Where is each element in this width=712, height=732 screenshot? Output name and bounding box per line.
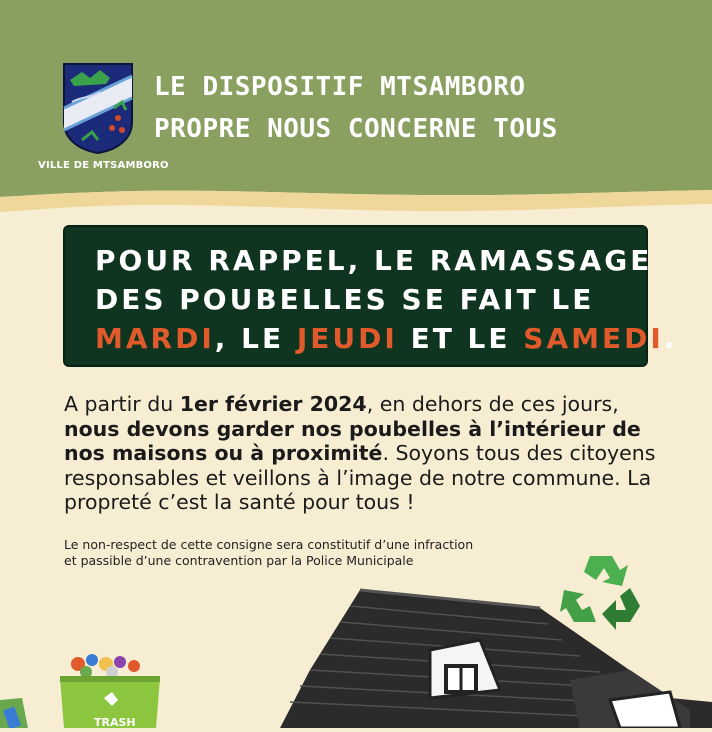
- paragraph-text-2: , en dehors de ces jours,: [366, 392, 619, 416]
- title-line-1: LE DISPOSITIF MTSAMBORO: [154, 72, 526, 102]
- legal-notice: [64, 537, 584, 569]
- collection-days-banner: [63, 225, 678, 367]
- day-tuesday: MARDI: [95, 322, 215, 355]
- day-saturday: SAMEDI: [523, 322, 664, 355]
- banner-text: [95, 241, 677, 358]
- banner-separator-1: , LE: [214, 322, 297, 355]
- day-thursday: JEUDI: [296, 322, 398, 355]
- notice-line-1: Le non-respect de cette consigne sera constitutif d’une infraction: [64, 537, 474, 552]
- paragraph-bold-instruction: nous devons garder nos poubelles à l’intérieur de nos maisons ou à proximité: [64, 416, 641, 465]
- header-band: [0, 0, 712, 215]
- crest-icon: [62, 62, 134, 154]
- banner-line-2: DES POUBELLES SE FAIT LE: [95, 283, 595, 316]
- city-label: VILLE DE MTSAMBORO: [38, 160, 169, 171]
- notice-line-2: et passible d’une contravention par la Police Municipale: [64, 553, 414, 568]
- main-paragraph: [64, 392, 664, 515]
- bin-label: TRASH: [94, 716, 136, 729]
- house-icon: [250, 580, 712, 728]
- paragraph-date: 1er février 2024: [179, 392, 367, 416]
- paragraph-intro: A partir du: [64, 392, 180, 416]
- trash-bin-icon: [0, 650, 170, 728]
- title-line-2: PROPRE NOUS CONCERNE TOUS: [154, 114, 558, 144]
- banner-end: .: [663, 322, 678, 355]
- page-title: [154, 66, 694, 150]
- banner-line-1: POUR RAPPEL, LE RAMASSAGE: [95, 244, 653, 277]
- banner-line-3: [95, 319, 677, 358]
- paragraph-text-3: . Soyons tous des citoyens responsables et veillons à l’image de notre commune. La propreté c’est la santé pour tous !: [64, 441, 656, 514]
- banner-separator-2: ET LE: [397, 322, 524, 355]
